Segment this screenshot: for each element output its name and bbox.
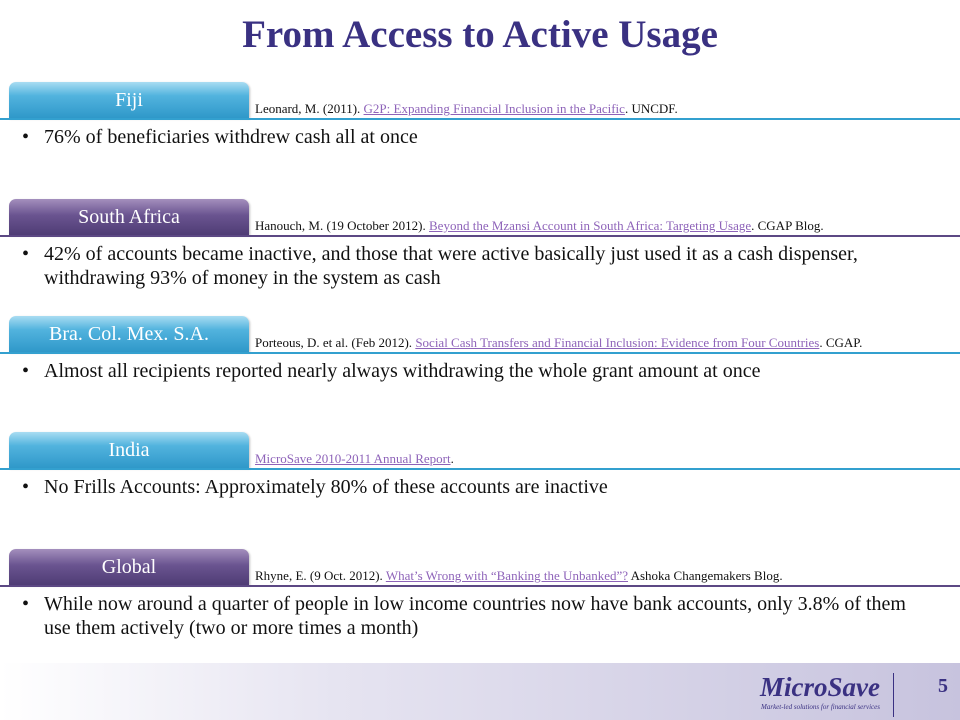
- source-link[interactable]: G2P: Expanding Financial Inclusion in the Pacific: [363, 101, 625, 116]
- section-global: [0, 549, 960, 667]
- bullet-text: Almost all recipients reported nearly always withdrawing the whole grant amount at once: [44, 360, 761, 382]
- source-link[interactable]: Social Cash Transfers and Financial Inclusion: Evidence from Four Countries: [415, 335, 820, 350]
- source-suffix: . CGAP.: [819, 335, 863, 350]
- bullet-marker: •: [22, 593, 30, 615]
- bullet-point: [22, 359, 937, 383]
- source-prefix: Porteous, D. et al. (Feb 2012).: [255, 335, 416, 350]
- bullet-text: No Frills Accounts: Approximately 80% of these accounts are inactive: [44, 476, 608, 498]
- source-citation: [255, 101, 678, 117]
- divider-line: [0, 585, 960, 587]
- source-link[interactable]: What’s Wrong with “Banking the Unbanked”?: [385, 568, 629, 583]
- section-south-africa: [0, 199, 960, 317]
- tab-bra-col-mex-sa: Bra. Col. Mex. S.A.: [9, 316, 249, 352]
- page-number: 5: [938, 675, 948, 697]
- source-link[interactable]: MicroSave 2010-2011 Annual Report: [255, 451, 451, 466]
- bullet-point: [22, 475, 937, 499]
- bullet-point: [22, 592, 937, 640]
- source-suffix: Ashoka Changemakers Blog.: [628, 568, 783, 583]
- section-fiji: [0, 82, 960, 200]
- divider-line: [0, 352, 960, 354]
- microsave-logo: [760, 672, 880, 712]
- divider-line: [0, 118, 960, 120]
- tab-fiji: Fiji: [9, 82, 249, 118]
- source-citation: [255, 335, 862, 351]
- tab-global: Global: [9, 549, 249, 585]
- bullet-marker: •: [22, 243, 30, 265]
- source-citation: [255, 218, 824, 234]
- bullet-point: [22, 242, 937, 290]
- source-citation: [255, 568, 783, 584]
- logo-divider: [893, 673, 894, 717]
- source-suffix: . UNCDF.: [624, 101, 678, 116]
- bullet-text: 42% of accounts became inactive, and those that were active basically just used it as a cash dispenser, withdrawing 93% of money in the system as cash: [44, 243, 858, 289]
- section-india: [0, 432, 960, 550]
- section-bra-col-mex-sa: [0, 316, 960, 434]
- bullet-point: [22, 125, 937, 149]
- tab-south-africa: South Africa: [9, 199, 249, 235]
- bullet-marker: •: [22, 126, 30, 148]
- divider-line: [0, 235, 960, 237]
- logo-tagline: Market-led solutions for financial services: [761, 703, 880, 711]
- source-prefix: Rhyne, E. (9 Oct. 2012).: [255, 568, 386, 583]
- source-suffix: . CGAP Blog.: [751, 218, 824, 233]
- slide-title: From Access to Active Usage: [242, 13, 718, 56]
- bullet-marker: •: [22, 360, 30, 382]
- slide-footer: [0, 663, 960, 720]
- bullet-text: While now around a quarter of people in low income countries now have bank accounts, only 3.8% of them use them actively (two or more times a month): [44, 593, 906, 639]
- bullet-marker: •: [22, 476, 30, 498]
- source-prefix: Hanouch, M. (19 October 2012).: [255, 218, 430, 233]
- source-citation: [255, 451, 454, 467]
- tab-india: India: [9, 432, 249, 468]
- source-link[interactable]: Beyond the Mzansi Account in South Africa: Targeting Usage: [429, 218, 752, 233]
- logo-name: MicroSave: [760, 672, 880, 702]
- source-suffix: .: [450, 451, 454, 466]
- bullet-text: 76% of beneficiaries withdrew cash all at once: [44, 126, 418, 148]
- source-prefix: Leonard, M. (2011).: [255, 101, 364, 116]
- divider-line: [0, 468, 960, 470]
